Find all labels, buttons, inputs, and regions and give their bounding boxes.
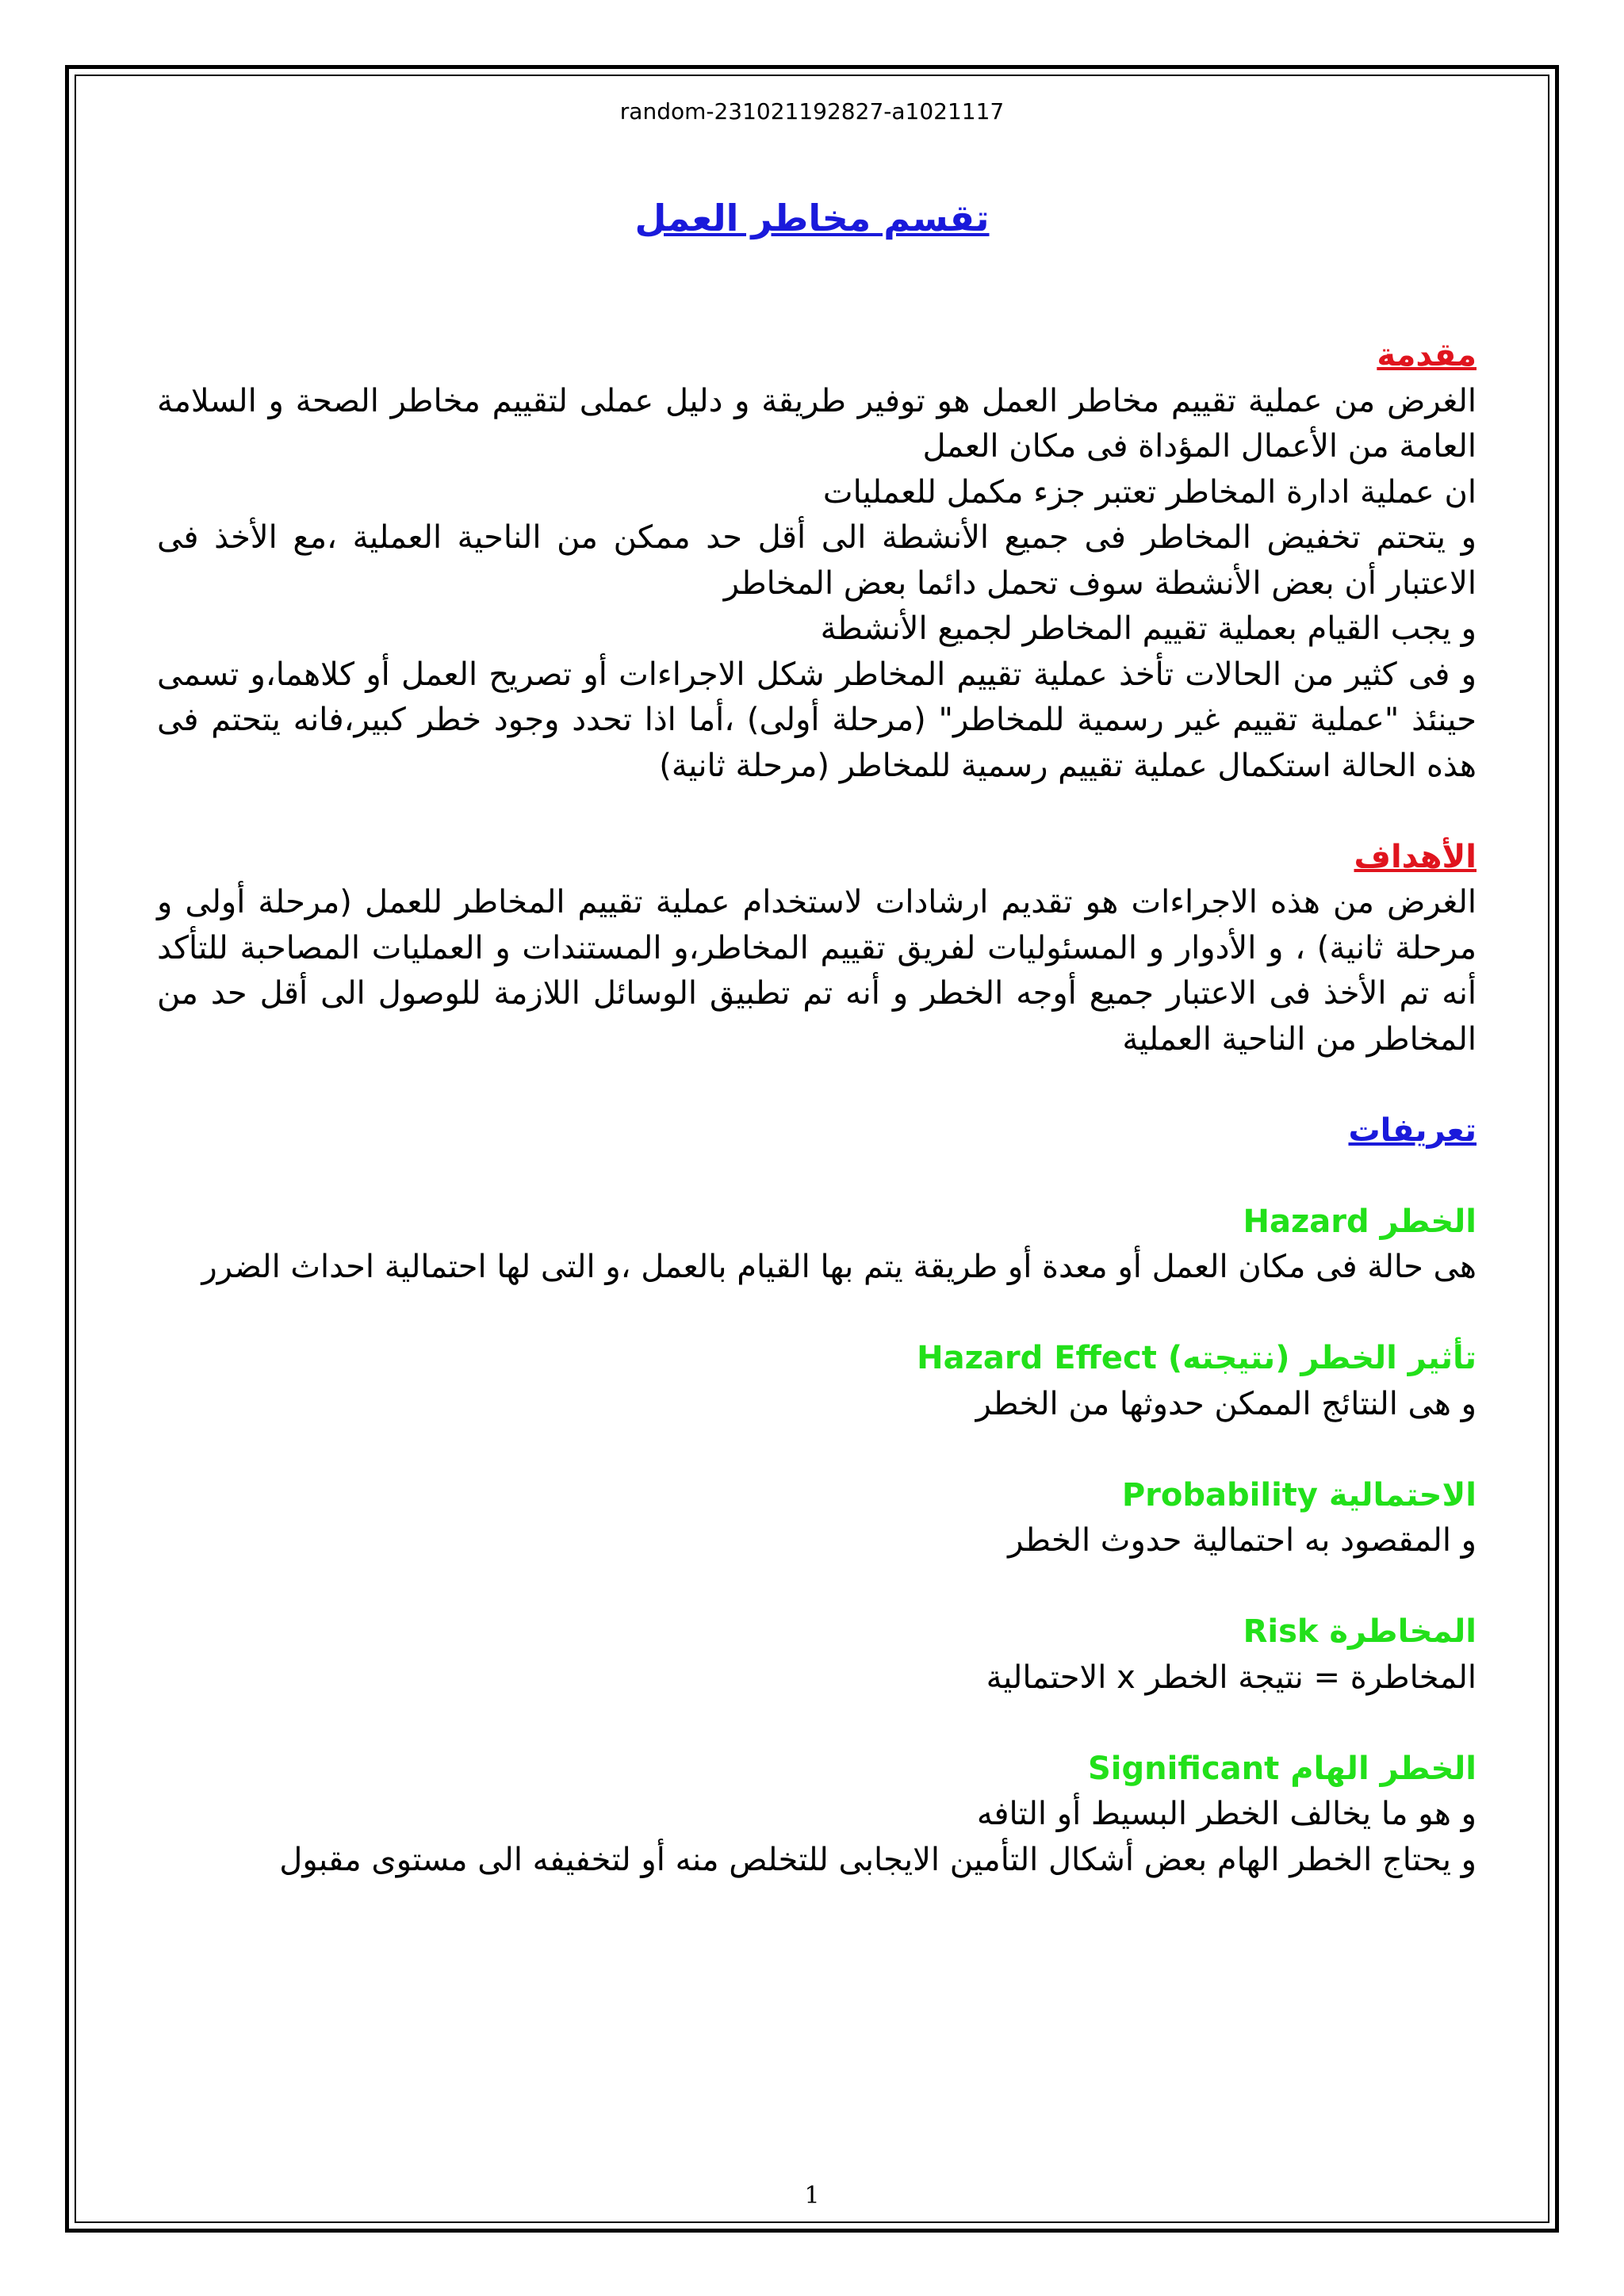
intro-heading: مقدمة <box>1377 337 1477 373</box>
intro-paragraph-3: و يتحتم تخفيض المخاطر فى جميع الأنشطة الى أقل حد ممكن من الناحية العملية ،مع الأخذ فى الاعتبار أن بعض الأنشطة سوف تحمل دائما بعض المخاطر <box>157 519 1477 602</box>
definition-term-hazard-effect: تأثير الخطر (نتيجته) Hazard Effect <box>917 1340 1477 1376</box>
definition-text-significant-1: و هو ما يخالف الخطر البسيط أو التافه <box>976 1796 1477 1832</box>
intro-paragraph-5: و فى كثير من الحالات تأخذ عملية تقييم المخاطر شكل الاجراءات أو تصريح العمل أو كلاهما،و تسمى حينئذ "عملية تقييم غير رسمية للمخاطر" (مرحلة أولى) ،أما اذا تحدد وجود خطر كبير،فانه يتحتم فى هذه الحالة استكمال عملية تقييم رسمية للمخاطر (مرحلة ثانية) <box>157 656 1477 784</box>
document-body <box>157 333 1477 1883</box>
definition-text-probability: و المقصود به احتمالية حدوث الخطر <box>1008 1522 1477 1559</box>
header-code: random-231021192827-a1021117 <box>619 98 1005 124</box>
definitions-heading: تعريفات <box>1348 1112 1477 1149</box>
intro-line-2: ان عملية ادارة المخاطر تعتبر جزء مكمل للعمليات <box>822 473 1477 511</box>
definition-text-significant-2: و يحتاج الخطر الهام بعض أشكال التأمين الايجابى للتخلص منه أو لتخفيفه الى مستوى مقبول <box>279 1841 1477 1878</box>
definition-term-hazard: الخطر Hazard <box>1243 1203 1477 1240</box>
definition-term-significant: الخطر الهام Significant <box>1087 1750 1477 1787</box>
definition-term-probability: الاحتمالية Probability <box>1121 1476 1477 1513</box>
document-title: تقسم مخاطر العمل <box>634 197 990 239</box>
objectives-paragraph: الغرض من هذه الاجراءات هو تقديم ارشادات لاستخدام عملية تقييم المخاطر للعمل (مرحلة أولى و مرحلة ثانية) ، و الأدوار و المسئوليات لفريق تقييم المخاطر،و المستندات و العمليات المصاحبة للتأكد أنه تم الأخذ فى الاعتبار جميع أوجه الخطر و أنه تم تطبيق الوسائل اللازمة للوصول الى أقل حد من المخاطر من الناحية العملية <box>157 884 1477 1058</box>
definition-text-hazard-effect: و هى النتائج الممكن حدوثها من الخطر <box>975 1385 1477 1422</box>
objectives-heading: الأهداف <box>1354 838 1477 875</box>
page-number: 1 <box>804 2182 820 2210</box>
definition-text-risk: المخاطرة = نتيجة الخطر x الاحتمالية <box>986 1659 1477 1696</box>
intro-line-4: و يجب القيام بعملية تقييم المخاطر لجميع الأنشطة <box>820 610 1477 647</box>
intro-paragraph-1: الغرض من عملية تقييم مخاطر العمل هو توفير طريقة و دليل عملى لتقييم مخاطر الصحة و السلامة العامة من الأعمال المؤداة فى مكان العمل <box>157 382 1477 465</box>
definition-text-hazard: هى حالة فى مكان العمل أو معدة أو طريقة يتم بها القيام بالعمل ،و التى لها احتمالية احداث الضرر <box>201 1249 1477 1285</box>
definition-term-risk: المخاطرة Risk <box>1243 1613 1477 1650</box>
